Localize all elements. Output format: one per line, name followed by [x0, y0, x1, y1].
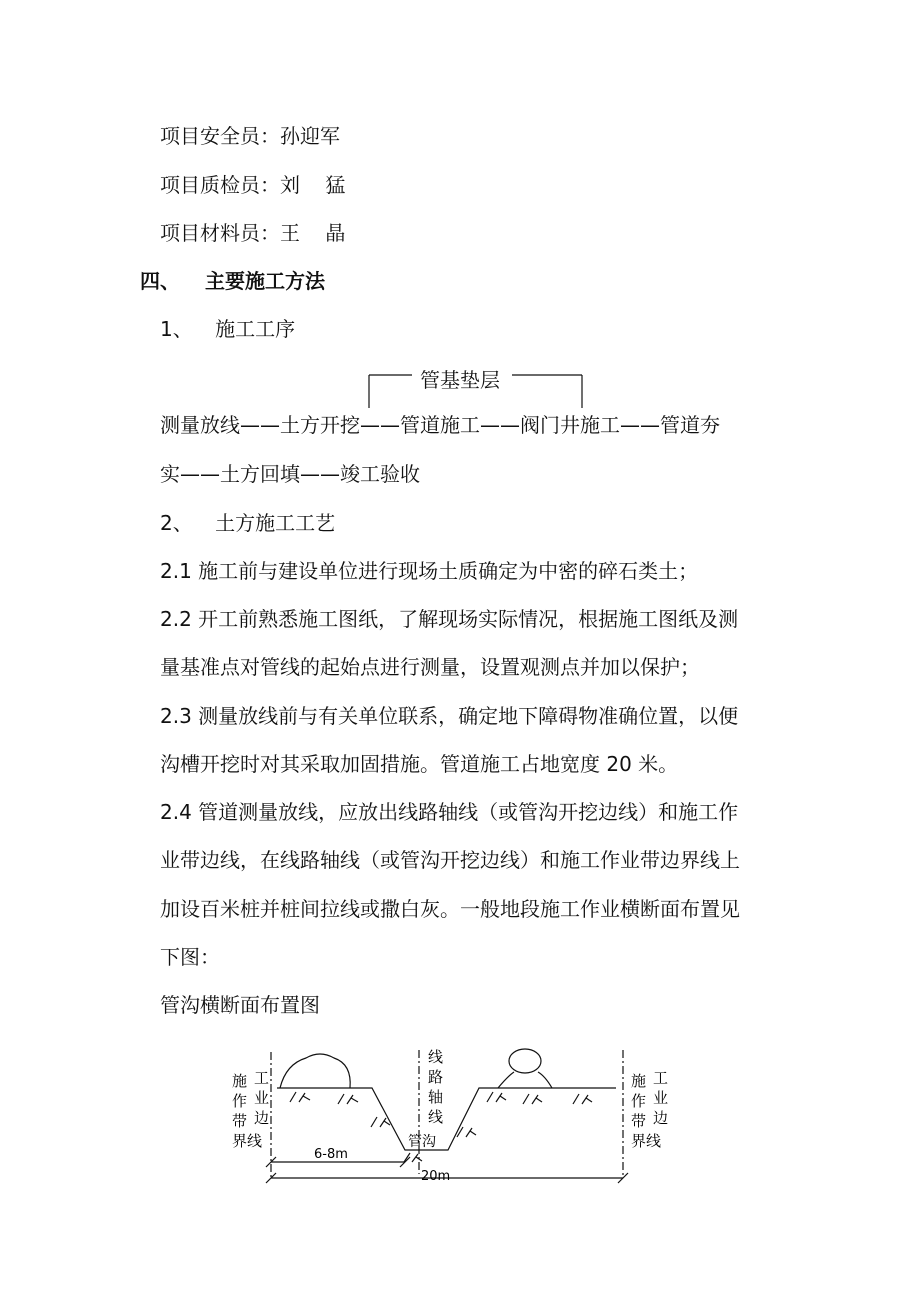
staff-safety: 项目安全员：孙迎军 [160, 124, 340, 148]
right-boundary-char-2: 工 [653, 1069, 669, 1087]
right-boundary-char-7: 界线 [631, 1132, 662, 1150]
section-number: 四、 [140, 269, 180, 293]
step2-title: 土方施工工艺 [215, 511, 336, 535]
paragraph-2-4-line4: 下图： [160, 945, 220, 969]
right-boundary-char-5: 带 [631, 1112, 647, 1130]
figure-caption: 管沟横断面布置图 [160, 993, 320, 1017]
section-heading [140, 269, 325, 293]
left-boundary-char-5: 带 [232, 1112, 248, 1130]
right-boundary-char-1: 施 [631, 1072, 647, 1090]
left-boundary-char-7: 界线 [232, 1132, 263, 1150]
right-boundary-char-3: 作 [631, 1092, 647, 1110]
paragraph-2-4-line2: 业带边线，在线路轴线（或管沟开挖边线）和施工作业带边界线上 [160, 848, 740, 872]
left-boundary-char-3: 作 [232, 1092, 248, 1110]
paragraph-2-2-line1: 2.2 开工前熟悉施工图纸，了解现场实际情况，根据施工图纸及测 [160, 607, 739, 631]
step1-heading [160, 317, 295, 341]
axis-char-4: 线 [428, 1108, 444, 1126]
paragraph-2-4-line3: 加设百米桩并桩间拉线或撒白灰。一般地段施工作业横断面布置见 [160, 897, 740, 921]
dim-label-total: 20m [421, 1169, 451, 1184]
axis-char-2: 路 [428, 1068, 444, 1086]
step1-number: 1、 [160, 317, 193, 341]
process-line-1: 测量放线——土方开挖——管道施工——阀门井施工——管道夯 [160, 413, 720, 437]
section-title: 主要施工方法 [204, 269, 325, 293]
spoil-pile-right [509, 1049, 541, 1073]
trench-cross-section [0, 1040, 920, 1200]
left-boundary-char-1: 施 [232, 1072, 248, 1090]
axis-char-1: 线 [428, 1048, 444, 1066]
axis-char-3: 轴 [428, 1088, 444, 1106]
step2-number: 2、 [160, 511, 193, 535]
right-boundary-char-4: 业 [653, 1089, 669, 1107]
left-boundary-char-4: 业 [254, 1089, 270, 1107]
dim-label-partial: 6-8m [314, 1147, 348, 1162]
left-boundary-char-6: 边 [254, 1109, 270, 1127]
left-boundary-char-2: 工 [254, 1069, 270, 1087]
paragraph-2-2-line2: 量基准点对管线的起始点进行测量，设置观测点并加以保护； [160, 655, 700, 679]
process-branch-label: 管基垫层 [420, 368, 500, 392]
paragraph-2-1: 2.1 施工前与建设单位进行现场土质确定为中密的碎石类土； [160, 559, 699, 583]
right-boundary-char-6: 边 [653, 1109, 669, 1127]
step2-heading [160, 511, 335, 535]
step1-title: 施工工序 [215, 317, 296, 341]
paragraph-2-4-line1: 2.4 管道测量放线，应放出线路轴线（或管沟开挖边线）和施工作 [160, 800, 739, 824]
process-line-2: 实——土方回填——竣工验收 [160, 462, 420, 486]
paragraph-2-3-line2: 沟槽开挖时对其采取加固措施。管道施工占地宽度 20 米。 [160, 752, 679, 776]
paragraph-2-3-line1: 2.3 测量放线前与有关单位联系，确定地下障碍物准确位置，以便 [160, 704, 739, 728]
staff-material: 项目材料员：王 晶 [160, 221, 346, 245]
ground-profile [277, 1088, 616, 1150]
trench-label: 管沟 [408, 1134, 436, 1150]
spoil-pile-left [280, 1054, 350, 1088]
staff-quality: 项目质检员：刘 猛 [160, 173, 346, 197]
